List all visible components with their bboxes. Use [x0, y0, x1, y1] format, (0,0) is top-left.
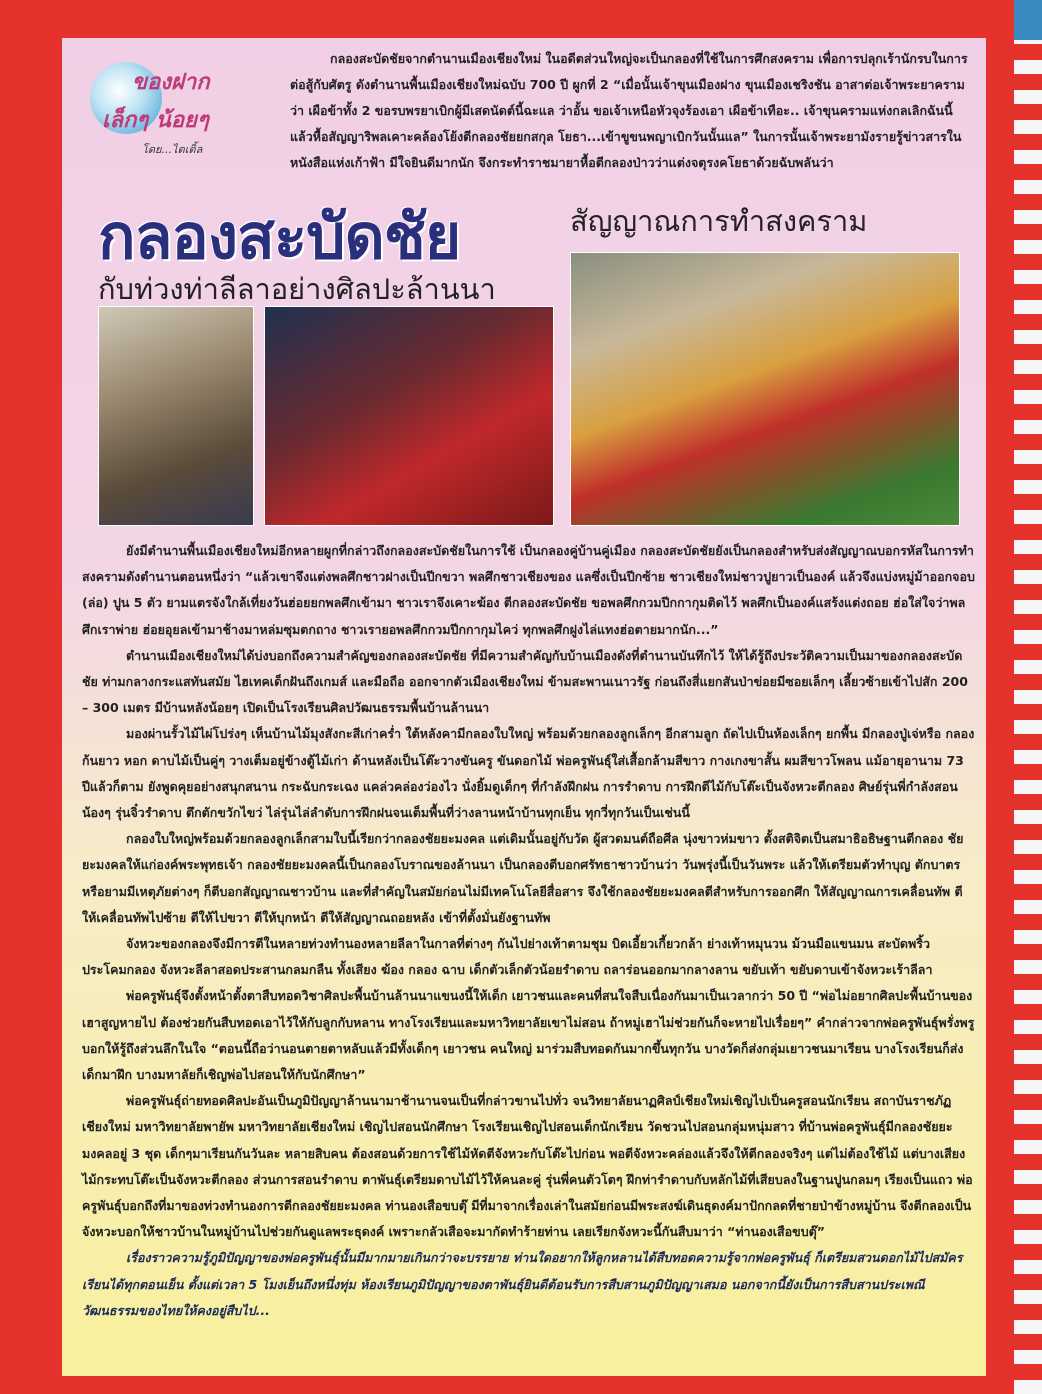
column-byline: โดย...ไตเติ้ล — [142, 143, 203, 156]
page-corner-tab — [1014, 0, 1042, 40]
paragraph: พ่อครูพันธุ์ถ่ายทอดศิลปะอันเป็นภูมิปัญญาล้านนามาช้านานจนเป็นที่กล่าวขานไปทั่ว จนวิทยาลัยนาฏศิลป์เชียงใหม่เชิญไปเป็นครูสอนนักเรียน สถาบันราชภัฏเชียงใหม่ มหาวิทยาลัยพายัพ มหาวิทยาลัยเชียงใหม่ เชิญไปสอนนักศึกษา โรงเรียนเชิญไปสอนเด็กนักเรียน วัดชวนไปสอนกลุ่มหนุ่มสาว ที่บ้านพ่อครูพันธุ์มีกลองชัยยะมงคลอยู่ 3 ชุด เด็กๆมาเรียนกันวันละ หลายสิบคน ต้องสอนด้วยการใช้ไม้หัดตีจังหวะกับโต๊ะไปก่อน พอตีจังหวะคล่องแล้วจึงให้ตีกลองจริงๆ แต่ไม่ต้องใช้ไม้ แต่บางเสียงไม้กระทบโต๊ะเป็นจังหวะตีกลอง ส่วนการสอนรำดาบ ตาพันธุ์เตรียมดาบไม้ไว้ให้คนละคู่ รุ่นพี่คนตัวโตๆ ฝึกท่ารำดาบกับหลักไม้ที่เสียบลงในฐานปูนกลมๆ เรียงเป็นแถว พ่อครูพันธุ์บอกถึงที่มาของท่วงทำนองการตีกลองชัยยะมงคล ท่านองเสือขบตุ๊ มีที่มาจากเรื่องเล่าในสมัยก่อนมีพระสงฆ์เดินธุดงค์มาปักกลดที่ชายป่าข้างหมู่บ้าน จึงตีกลองเป็นจังหวะบอกให้ชาวบ้านในหมู่บ้านไปช่วยกันดูแลพระธุดงค์ เพราะกลัวเสือจะมากัดทำร้ายท่าน เลยเรียกจังหวะนี้กันสืบมาว่า “ท่านองเสือขบตุ๊” — [82, 1093, 973, 1240]
headline-subtitle-2: กับท่วงท่าลีลาอย่างศิลปะล้านนา — [98, 272, 496, 306]
column-name-line1: ของฝาก — [132, 69, 210, 95]
closing-paragraph: เรื่องราวความรู้ภูมิปัญญาของพ่อครูพันธุ์นั้นมีมากมายเกินกว่าจะบรรยาย ท่านใดอยากให้ลูกหลานได้สืบทอดความรู้จากพ่อครูพันธุ์ ก็เตรียมสวนดอกไม้ไปสมัครเรียนได้ทุกตอนเย็น ตั้งแต่เวลา 5 โมงเย็นถึงหนึ่งทุ่ม ห้องเรียนภูมิปัญญาของตาพันธุ์ยินดีต้อนรับการสืบสานภูมิปัญญาเสมอ นอกจากนี้ยังเป็นการสืบสานประเพณีวัฒนธรรมของไทยให้คงอยู่สืบไป... — [82, 1250, 963, 1318]
paragraph: พ่อครูพันธุ์จึงตั้งหน้าตั้งตาสืบทอดวิชาศิลปะพื้นบ้านล้านนาแขนงนี้ให้เด็ก เยาวชนและคนที่สนใจสืบเนื่องกันมาเป็นเวลากว่า 50 ปี “พ่อไม่อยากศิลปะพื้นบ้านของเฮาสูญหายไป ต้องช่วยกันสืบทอดเอาไว้ให้กับลูกกับหลาน ทางโรงเรียนและมหาวิทยาลัยเขาไม่สอน ถ้าหมู่เฮาไม่ช่วยกันก็จะหายไปเรื่อยๆ” คำกล่าวจากพ่อครูพันธุ์พรั่งพรูบอกให้รู้ถึงส่วนลึกในใจ “ตอนนี้ถือว่านอนตายตาหลับแล้วมีทั้งเด็กๆ เยาวชน คนใหญ่ มาร่วมสืบทอดกันมากขึ้นทุกวัน บางวัดก็ส่งกลุ่มเยาวชนมาเรียน บางโรงเรียนก็ส่งเด็กมาฝึก บางมหาลัยก็เชิญพ่อไปสอนให้กับนักศึกษา” — [82, 988, 975, 1083]
intro-paragraph: กลองสะบัดชัยจากตำนานเมืองเชียงใหม่ ในอดีตส่วนใหญ่จะเป็นกลองที่ใช้ในการศึกสงคราม เพื่อการปลุกเร้านักรบในการต่อสู้กับศัตรู ดังตำนานพื้นเมืองเชียงใหม่ฉบับ 700 ปี ผูกที่ 2 “เมื่อนั้นเจ้าขุนเมืองฝาง ขุนเมืองเชริงชัน อาสาต่อเจ้าพระยาครามว่า เผือข้าทั้ง 2 ขอรบพรยาเบิกผู้มีเสดนัดต์นี้ฉะแล ว่าอั้น ขอเจ้าเหนือหัวจุงร้องเอา เผือข้าเทือะ.. เจ้าขุนครามแห่งกลเลิกฉันนี้ แล้วหื้อสัญญาริพลเคาะคล้องโย้งตีกลองชัยยกสกุล โยธา...เข้าขูขนพญาเบิกวันนั้นแล” ในการนั้นเจ้าพระยามังรายรู้ข่าวสารในหนังสือแห่งเก้าฟ้า มีใจยินดีมากนัก จึงกระทำราชมายาหื้อตีกลองป่าวว่าแต่งจตุรงคโยธาด้วยฉับพลันว่า — [290, 51, 968, 170]
headline-title: กลองสะบัดชัย — [98, 200, 461, 273]
photo-drum-master-portrait — [98, 306, 254, 526]
paragraph: ยังมีตำนานพื้นเมืองเชียงใหม่อีกหลายผูกที่กล่าวถึงกลองสะบัดชัยในการใช้ เป็นกลองคู่บ้านคู่เมือง กลองสะบัดชัยยังเป็นกลองสำหรับส่งสัญญาณบอกรหัสในการทำสงครามดังตำนานตอนหนึ่งว่า “แล้วเขาจึงแต่งพลศึกชาวฝางเป็นปีกขวา พลศึกชาวเชียงของ แลซึ่งเป็นปีกซ้าย ชาวเชียงใหม่ชาวปูยาวเป็นองค์ แล้วจึงแบ่งหมู่ม้าออกจอบ (ล่อ) ปูน 5 ตัว ยามแตรจังใกล้เที่ยงวันฮ่อยยกพลศึกเข้ามา ชาวเราจึงเคาะฆ้อง ตีกลองสะบัดชัย ขอพลศึกกวมปีกกากุมติดไว้ พลศึกเป็นองค์แสร้งแต่งถอย ฮ่อใส่ใจว่าพลศึกเราพ่าย ฮ่อยอุยลเข้ามาช้างมาหล่มซุมตกถาง ชาวเรายอพลศึกกวมปีกกากุมไคว่ ทุกพลศึกฝูงไล่แทงฮ่อตายมากนัก...” — [82, 543, 975, 637]
paragraph: กลองใบใหญ่พร้อมด้วยกลองลูกเล็กสามใบนี้เรียกว่ากลองชัยยะมงคล แต่เดิมนั้นอยู่กับวัด ผู้สวดมนต์ถือศีล นุ่งขาวห่มขาว ตั้งสติจิตเป็นสมาธิอธิษฐานตีกลอง ชัยยะมงคลให้แก่องค์พระพุทธเจ้า กลองชัยยะมงคลนี้เป็นกลองโบราณของล้านนา เป็นกลองตีบอกศรัทธาชาวบ้านว่า วันพรุ่งนี้เป็นวันพระ แล้วให้เตรียมตัวทำบุญ ตักบาตร หรือยามมีเหตุภัยต่างๆ ก็ตีบอกสัญญาณชาวบ้าน และที่สำคัญในสมัยก่อนไม่มีเทคโนโลยีสื่อสาร จึงใช้กลองชัยยะมงคลตีสำหรับการออกศึก ให้สัญญาณการเคลื่อนทัพ ตีให้เคลื่อนทัพไปซ้าย ตีให้ไปขวา ตีให้บุกหน้า ตีให้สัญญาณถอยหลัง เข้าที่ตั้งมั่นยังฐานทัพ — [82, 831, 964, 925]
article-body — [82, 538, 975, 1324]
paragraph: ตำนานเมืองเชียงใหม่ได้บ่งบอกถึงความสำคัญของกลองสะบัดชัย ที่มีความสำคัญกับบ้านเมืองดังที่ตำนานบันทึกไว้ ให้ได้รู้ถึงประวัติความเป็นมาของกลองสะบัดชัย ท่ามกลางกระแสทันสมัย ไฮเทคเด็กฝันถึงเกมส์ และมือถือ ออกจากตัวเมืองเชียงใหม่ ข้ามสะพานเนาวรัฐ ก่อนถึงสี่แยกสันป่าข่อยมีซอยเล็กๆ เลี้ยวซ้ายเข้าไปสัก 200 – 300 เมตร มีบ้านหลังน้อยๆ เปิดเป็นโรงเรียนศิลปวัฒนธรรมพื้นบ้านล้านนา — [82, 647, 968, 716]
magazine-page — [62, 38, 986, 1376]
page-edge-strip — [1014, 0, 1042, 1394]
photo-drum-performers-stage — [264, 306, 554, 526]
paragraph: จังหวะของกลองจึงมีการตีในหลายท่วงทำนองหลายลีลาในกาลที่ต่างๆ กันไปย่างเท้าตามชุม บิดเอี้ยวเกี้ยวกล้า ย่างเท้าหมุนวน ม้วนมือแขนมน สะบัดพริ้ว ประโคมกลอง จังหวะลีลาสอดประสานกลมกลืน ทั้งเสียง ฆ้อง กลอง ฉาบ เด็กตัวเล็กตัวน้อยรำดาบ ถลาร่อนออกมากลางลาน ขยับเท้า ขยับดาบเข้าจังหวะเร้าลีลา — [82, 936, 933, 978]
photo-drum-performers-outdoor — [570, 252, 960, 526]
column-name-line2: เล็กๆ น้อยๆ — [102, 107, 209, 133]
headline-subtitle: สัญญาณการทำสงคราม — [570, 204, 868, 238]
column-logo — [82, 54, 232, 159]
paragraph: มองผ่านรั้วไม้ไผ่โปร่งๆ เห็นบ้านไม้มุงสังกะสีเก่าคร่ำ ใต้หลังคามีกลองใบใหญ่ พร้อมด้วยกลองลูกเล็กๆ อีกสามลูก ถัดไปเป็นห้องเล็กๆ ยกพื้น มีกลองปู่เจ่หรือ กลองก้นยาว หอก ดาบไม้เป็นคู่ๆ วางเต็มอยู่ข้างตู้ไม้เก่า ด้านหลังเป็นโต๊ะวางขันครู ขันดอกไม้ พ่อครูพันธุ์ใส่เสื้อกล้ามสีขาว กางเกงขาสั้น ผมสีขาวโพลน แม้อายุอานาม 73 ปีแล้วก็ตาม ยังพูดคุยอย่างสนุกสนาน กระฉับกระเฉง แคล่วคล่องว่องไว นั่งยิ้มดูเด็กๆ ที่กำลังฝึกฝน การรำดาบ การฝึกตีไม้กับโต๊ะเป็นจังหวะตีกลอง ศิษย์รุ่นพี่กำลังสอนน้องๆ รุ่นจิ๋วรำดาบ ตึกตักขวักไขว่ ไล่รุ่นไล่ลำดับการฝึกฝนจนเต็มพื้นที่ว่างลานหน้าบ้านทุกเย็น ทุกวี่ทุกวันเป็นเช่นนี้ — [82, 726, 975, 821]
